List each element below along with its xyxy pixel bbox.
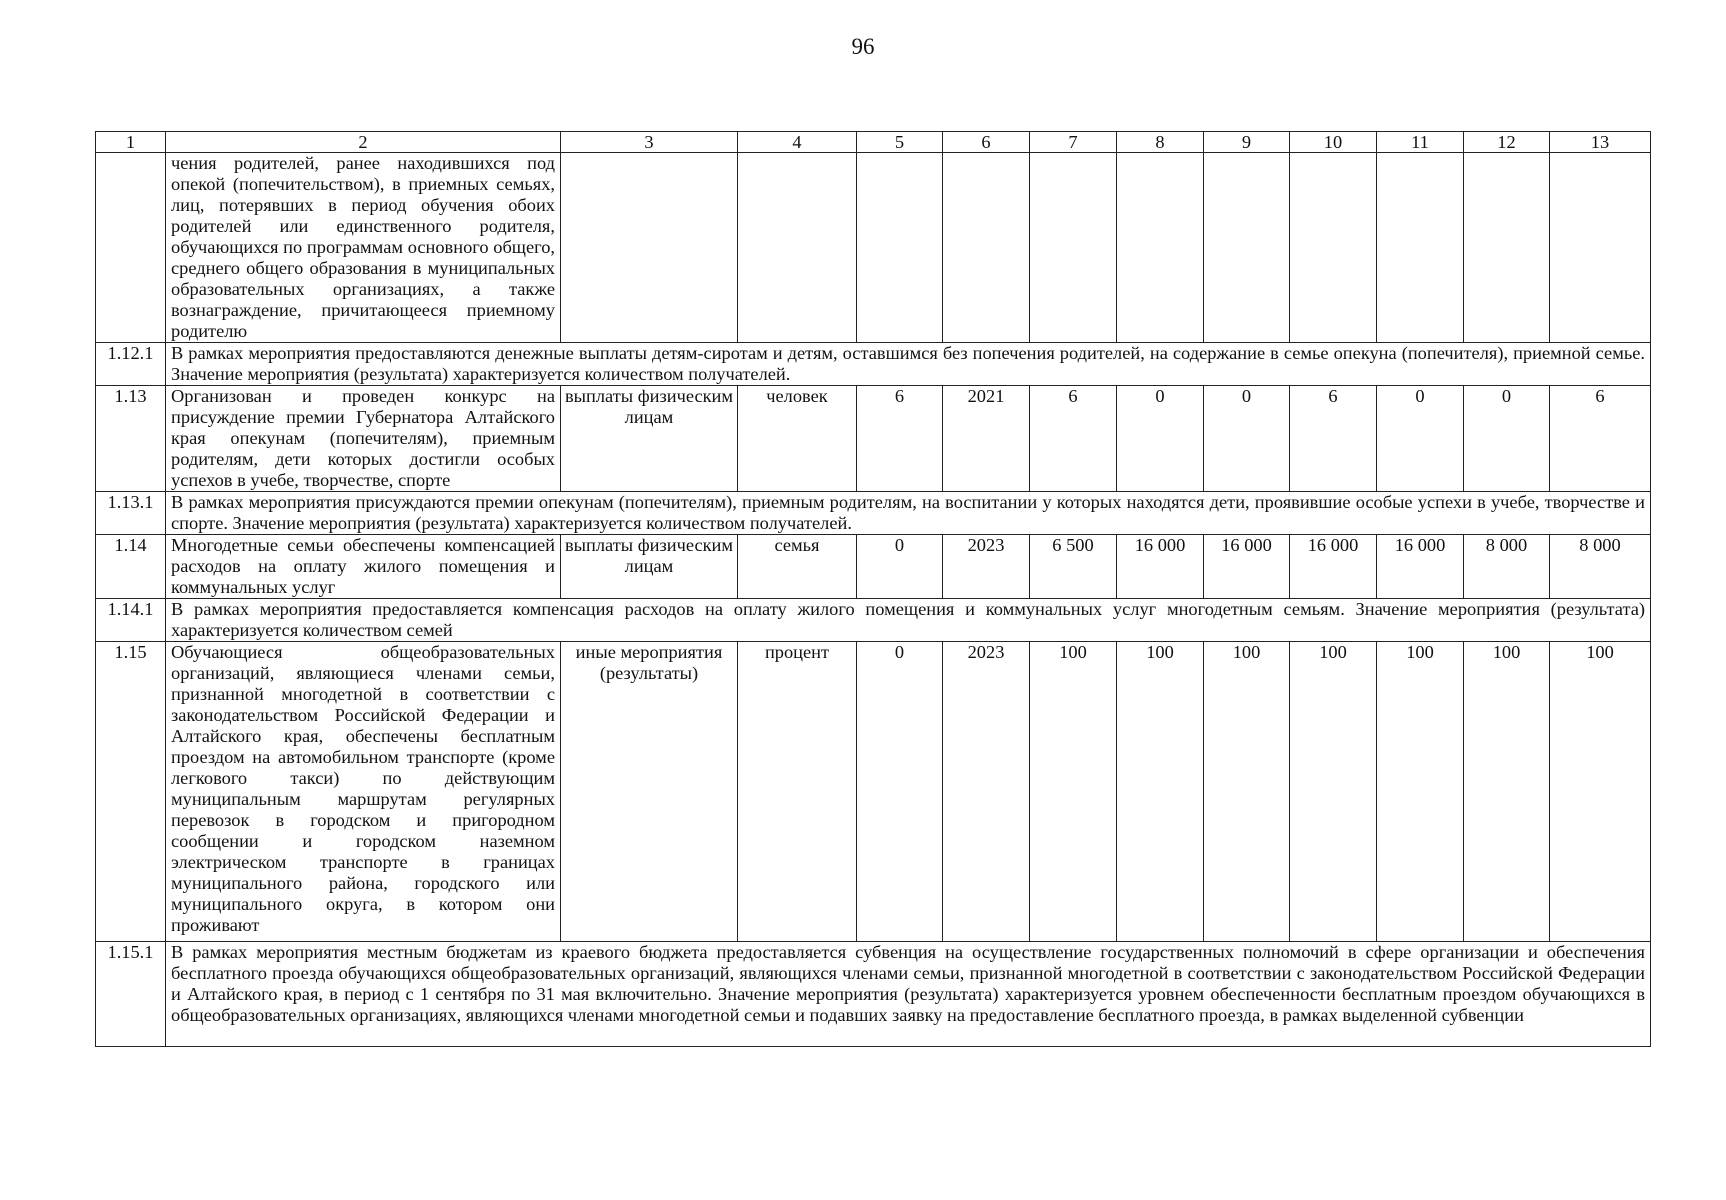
value-cell: 100	[1550, 642, 1651, 942]
header-cell: 10	[1290, 132, 1377, 153]
row-number-cell: 1.12.1	[96, 343, 166, 386]
unit-cell: человек	[738, 386, 857, 492]
empty-cell	[1290, 153, 1377, 343]
measures-table	[95, 131, 1651, 1047]
description-cell: В рамках мероприятия предоставляются денежные выплаты детям-сиротам и детям, оставшимся без попечения родителей, на содержание в семье опекуна (попечителя), приемной семье. Значение мероприятия (результата) характеризуется количеством получателей.	[166, 343, 1651, 386]
header-cell: 8	[1117, 132, 1204, 153]
row-number-cell	[96, 153, 166, 343]
measure-name-cell: Организован и проведен конкурс на присуждение премии Губернатора Алтайского края опекунам (попечителям), приемным родителям, дети которых достигли особых успехов в учебе, творчестве, спорте	[166, 386, 561, 492]
value-cell: 0	[1117, 386, 1204, 492]
value-cell: 0	[857, 642, 943, 942]
table-row	[96, 343, 1651, 386]
value-cell: 100	[1204, 642, 1290, 942]
year-cell: 2021	[943, 386, 1030, 492]
value-cell: 16 000	[1117, 535, 1204, 599]
header-cell: 3	[561, 132, 738, 153]
value-cell: 0	[1204, 386, 1290, 492]
measure-name-cell: Обучающиеся общеобразовательных организаций, являющиеся членами семьи, признанной многодетной в соответствии с законодательством Российской Федерации и Алтайского края, обеспечены бесплатным проездом на автомобильном транспорте (кроме легкового такси) по действующим муниципальным маршрутам регулярных перевозок в городском и пригородном сообщении и городском наземном электрическом транспорте в границах муниципального района, городского или муниципального округа, в котором они проживают	[166, 642, 561, 942]
empty-cell	[1377, 153, 1464, 343]
empty-cell	[738, 153, 857, 343]
table-row	[96, 942, 1651, 1047]
row-number-cell: 1.13	[96, 386, 166, 492]
table-row	[96, 386, 1651, 492]
header-cell: 11	[1377, 132, 1464, 153]
value-cell: 0	[1464, 386, 1550, 492]
empty-cell	[1030, 153, 1117, 343]
empty-cell	[857, 153, 943, 343]
value-cell: 6	[1030, 386, 1117, 492]
value-cell: 16 000	[1377, 535, 1464, 599]
value-cell: 6 500	[1030, 535, 1117, 599]
value-cell: 100	[1117, 642, 1204, 942]
year-cell: 2023	[943, 535, 1030, 599]
year-cell: 2023	[943, 642, 1030, 942]
description-cell: В рамках мероприятия местным бюджетам из краевого бюджета предоставляется субвенция на осуществление государственных полномочий в сфере организации и обеспечения бесплатного проезда обучающихся общеобразовательных организаций, являющихся членами семьи, признанной многодетной в соответствии с законодательством Российской Федерации и Алтайского края, в период с 1 сентября по 31 мая включительно. Значение мероприятия (результата) характеризуется уровнем обеспеченности бесплатным проездом обучающихся в общеобразовательных организациях, являющихся членами многодетной семьи и подавших заявку на предоставление бесплатного проезда, в рамках выделенной субвенции	[166, 942, 1651, 1047]
value-cell: 100	[1377, 642, 1464, 942]
value-cell: 100	[1290, 642, 1377, 942]
unit-cell: процент	[738, 642, 857, 942]
table-row	[96, 535, 1651, 599]
value-cell: 6	[1550, 386, 1651, 492]
header-cell: 4	[738, 132, 857, 153]
value-cell: 100	[1464, 642, 1550, 942]
table-row	[96, 492, 1651, 535]
value-cell: 6	[857, 386, 943, 492]
measure-type-cell: иные мероприятия (результаты)	[561, 642, 738, 942]
value-cell: 16 000	[1290, 535, 1377, 599]
value-cell: 8 000	[1550, 535, 1651, 599]
description-cell: В рамках мероприятия предоставляется компенсация расходов на оплату жилого помещения и коммунальных услуг многодетным семьям. Значение мероприятия (результата) характеризуется количеством семей	[166, 599, 1651, 642]
table-row	[96, 642, 1651, 942]
empty-cell	[1117, 153, 1204, 343]
row-number-cell: 1.14.1	[96, 599, 166, 642]
empty-cell	[1464, 153, 1550, 343]
measure-type-cell: выплаты физическим лицам	[561, 386, 738, 492]
value-cell: 6	[1290, 386, 1377, 492]
value-cell: 16 000	[1204, 535, 1290, 599]
value-cell: 0	[1377, 386, 1464, 492]
header-cell: 6	[943, 132, 1030, 153]
measure-name-cell: Многодетные семьи обеспечены компенсацией расходов на оплату жилого помещения и коммунальных услуг	[166, 535, 561, 599]
empty-cell	[943, 153, 1030, 343]
header-cell: 9	[1204, 132, 1290, 153]
value-cell: 100	[1030, 642, 1117, 942]
header-cell: 12	[1464, 132, 1550, 153]
value-cell: 0	[857, 535, 943, 599]
row-number-cell: 1.15	[96, 642, 166, 942]
row-number-cell: 1.15.1	[96, 942, 166, 1047]
page-number: 96	[851, 34, 875, 59]
header-cell: 1	[96, 132, 166, 153]
empty-cell	[1204, 153, 1290, 343]
table-row	[96, 153, 1651, 343]
measure-name-cell: чения родителей, ранее находившихся под опекой (попечительством), в приемных семьях, лиц, потерявших в период обучения обоих родителей или единственного родителя, обучающихся по программам основного общего, среднего общего образования в муниципальных образовательных организациях, а также вознаграждение, причитающееся приемному родителю	[166, 153, 561, 343]
description-cell: В рамках мероприятия присуждаются премии опекунам (попечителям), приемным родителям, на воспитании у которых находятся дети, проявившие особые успехи в учебе, творчестве и спорте. Значение мероприятия (результата) характеризуется количеством получателей.	[166, 492, 1651, 535]
row-number-cell: 1.13.1	[96, 492, 166, 535]
value-cell: 8 000	[1464, 535, 1550, 599]
header-cell: 13	[1550, 132, 1651, 153]
unit-cell: семья	[738, 535, 857, 599]
header-cell: 5	[857, 132, 943, 153]
empty-cell	[561, 153, 738, 343]
table-row	[96, 599, 1651, 642]
header-cell: 7	[1030, 132, 1117, 153]
header-cell: 2	[166, 132, 561, 153]
row-number-cell: 1.14	[96, 535, 166, 599]
header-row	[96, 132, 1651, 153]
measure-type-cell: выплаты физическим лицам	[561, 535, 738, 599]
empty-cell	[1550, 153, 1651, 343]
